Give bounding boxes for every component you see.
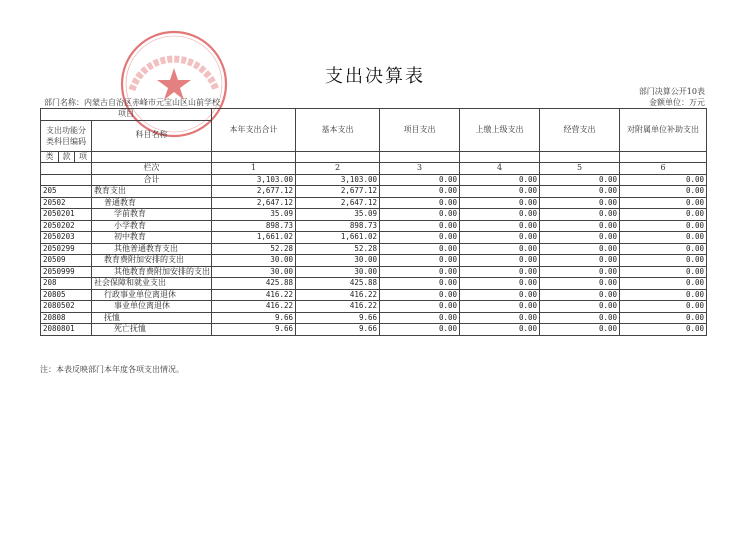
- row-c3: 0.00: [380, 289, 460, 301]
- col4-header-blank: [460, 151, 540, 163]
- row-c4: 0.00: [460, 312, 540, 324]
- row-name: 普通教育: [92, 197, 212, 209]
- row-name: 小学教育: [92, 220, 212, 232]
- lane-5: 5: [540, 163, 620, 175]
- lane-blank: [41, 163, 92, 175]
- row-c6: 0.00: [620, 266, 707, 278]
- row-c1: 2,647.12: [212, 197, 296, 209]
- total-c5: 0.00: [540, 174, 620, 186]
- total-c1: 3,103.00: [212, 174, 296, 186]
- row-name: 社会保障和就业支出: [92, 278, 212, 290]
- table-row: [41, 266, 707, 278]
- row-c1: 30.00: [212, 266, 296, 278]
- xiang-header: 项: [75, 151, 92, 163]
- row-c2: 52.28: [296, 243, 380, 255]
- lane-3: 3: [380, 163, 460, 175]
- department-name: 部门名称：内蒙古自治区赤峰市元宝山区山前学校: [44, 98, 220, 107]
- item-group-header: 项目: [41, 109, 212, 121]
- row-c1: 425.88: [212, 278, 296, 290]
- table-row: [41, 312, 707, 324]
- row-c4: 0.00: [460, 278, 540, 290]
- table-row: [41, 243, 707, 255]
- row-c2: 1,661.02: [296, 232, 380, 244]
- table-row: [41, 209, 707, 221]
- col1-header: 本年支出合计: [212, 109, 296, 152]
- row-code: 20502: [41, 197, 92, 209]
- table-row: [41, 232, 707, 244]
- lane-6: 6: [620, 163, 707, 175]
- row-c2: 30.00: [296, 255, 380, 267]
- row-c5: 0.00: [540, 232, 620, 244]
- table-row: [41, 220, 707, 232]
- form-code: 部门决算公开10表: [638, 87, 705, 96]
- row-c6: 0.00: [620, 289, 707, 301]
- row-c4: 0.00: [460, 209, 540, 221]
- col5-header: 经营支出: [540, 109, 620, 152]
- row-name: 其他普通教育支出: [92, 243, 212, 255]
- total-c6: 0.00: [620, 174, 707, 186]
- row-c5: 0.00: [540, 266, 620, 278]
- lane-1: 1: [212, 163, 296, 175]
- row-c3: 0.00: [380, 220, 460, 232]
- row-c1: 35.09: [212, 209, 296, 221]
- row-c6: 0.00: [620, 220, 707, 232]
- table-row: [41, 324, 707, 336]
- row-c5: 0.00: [540, 243, 620, 255]
- row-c1: 898.73: [212, 220, 296, 232]
- table-row: [41, 186, 707, 198]
- row-name: 教育费附加安排的支出: [92, 255, 212, 267]
- table-row: [41, 278, 707, 290]
- subject-name-header: 科目名称: [92, 120, 212, 151]
- row-c2: 9.66: [296, 324, 380, 336]
- row-c3: 0.00: [380, 255, 460, 267]
- total-label: 合计: [92, 174, 212, 186]
- col6-header-blank: [620, 151, 707, 163]
- row-c6: 0.00: [620, 209, 707, 221]
- col6-header: 对附属单位补助支出: [620, 109, 707, 152]
- lane-4: 4: [460, 163, 540, 175]
- row-c5: 0.00: [540, 255, 620, 267]
- row-c5: 0.00: [540, 220, 620, 232]
- row-code: 20808: [41, 312, 92, 324]
- row-c5: 0.00: [540, 209, 620, 221]
- row-c2: 416.22: [296, 301, 380, 313]
- row-name: 抚恤: [92, 312, 212, 324]
- row-c1: 52.28: [212, 243, 296, 255]
- row-code: 2080801: [41, 324, 92, 336]
- total-row: [41, 174, 707, 186]
- row-c1: 1,661.02: [212, 232, 296, 244]
- row-code: 20805: [41, 289, 92, 301]
- row-code: 2050201: [41, 209, 92, 221]
- row-c2: 416.22: [296, 289, 380, 301]
- row-c4: 0.00: [460, 186, 540, 198]
- row-c6: 0.00: [620, 232, 707, 244]
- row-code: 2050999: [41, 266, 92, 278]
- row-code: 205: [41, 186, 92, 198]
- row-c2: 9.66: [296, 312, 380, 324]
- row-name: 行政事业单位离退休: [92, 289, 212, 301]
- row-c1: 9.66: [212, 312, 296, 324]
- row-c4: 0.00: [460, 220, 540, 232]
- row-c5: 0.00: [540, 278, 620, 290]
- row-c5: 0.00: [540, 301, 620, 313]
- row-c6: 0.00: [620, 278, 707, 290]
- table-row: [41, 255, 707, 267]
- row-c1: 2,677.12: [212, 186, 296, 198]
- row-c3: 0.00: [380, 186, 460, 198]
- row-c3: 0.00: [380, 197, 460, 209]
- col4-header: 上缴上级支出: [460, 109, 540, 152]
- row-c3: 0.00: [380, 243, 460, 255]
- row-c2: 898.73: [296, 220, 380, 232]
- row-code: 2050202: [41, 220, 92, 232]
- row-c6: 0.00: [620, 324, 707, 336]
- total-c3: 0.00: [380, 174, 460, 186]
- row-name: 初中教育: [92, 232, 212, 244]
- row-name: 其他教育费附加安排的支出: [92, 266, 212, 278]
- row-c6: 0.00: [620, 312, 707, 324]
- row-c4: 0.00: [460, 289, 540, 301]
- row-c5: 0.00: [540, 312, 620, 324]
- row-c3: 0.00: [380, 232, 460, 244]
- col2-header-blank: [296, 151, 380, 163]
- row-c3: 0.00: [380, 312, 460, 324]
- row-c5: 0.00: [540, 197, 620, 209]
- col1-header-blank: [212, 151, 296, 163]
- row-c3: 0.00: [380, 266, 460, 278]
- lei-header: 类: [41, 151, 59, 163]
- col3-header-blank: [380, 151, 460, 163]
- row-name: 教育支出: [92, 186, 212, 198]
- lane-2: 2: [296, 163, 380, 175]
- row-c4: 0.00: [460, 324, 540, 336]
- row-c6: 0.00: [620, 301, 707, 313]
- total-c4: 0.00: [460, 174, 540, 186]
- row-c6: 0.00: [620, 243, 707, 255]
- row-c3: 0.00: [380, 278, 460, 290]
- table-row: [41, 301, 707, 313]
- table-body: [41, 174, 707, 335]
- row-c2: 30.00: [296, 266, 380, 278]
- row-name: 学前教育: [92, 209, 212, 221]
- row-c1: 416.22: [212, 301, 296, 313]
- row-c5: 0.00: [540, 324, 620, 336]
- row-c4: 0.00: [460, 266, 540, 278]
- row-c6: 0.00: [620, 255, 707, 267]
- row-c3: 0.00: [380, 301, 460, 313]
- col5-header-blank: [540, 151, 620, 163]
- lane-header: 栏次: [92, 163, 212, 175]
- row-name: 事业单位离退休: [92, 301, 212, 313]
- row-code: 208: [41, 278, 92, 290]
- row-c1: 30.00: [212, 255, 296, 267]
- col3-header: 项目支出: [380, 109, 460, 152]
- row-c4: 0.00: [460, 232, 540, 244]
- table-row: [41, 289, 707, 301]
- row-c3: 0.00: [380, 209, 460, 221]
- table-row: [41, 197, 707, 209]
- amount-unit: 金额单位：万元: [649, 98, 705, 107]
- footnote: 注：本表反映部门本年度各项支出情况。: [40, 365, 184, 374]
- row-c1: 9.66: [212, 324, 296, 336]
- col2-header: 基本支出: [296, 109, 380, 152]
- row-c5: 0.00: [540, 186, 620, 198]
- row-c1: 416.22: [212, 289, 296, 301]
- kuan-header: 款: [59, 151, 75, 163]
- row-code: 2080502: [41, 301, 92, 313]
- total-c2: 3,103.00: [296, 174, 380, 186]
- row-code: 2050203: [41, 232, 92, 244]
- row-c6: 0.00: [620, 186, 707, 198]
- row-c6: 0.00: [620, 197, 707, 209]
- expenditure-table: [40, 108, 707, 336]
- func-class-header: 支出功能分类科目编码: [41, 120, 92, 151]
- row-c3: 0.00: [380, 324, 460, 336]
- row-c2: 35.09: [296, 209, 380, 221]
- row-c4: 0.00: [460, 243, 540, 255]
- row-c4: 0.00: [460, 197, 540, 209]
- row-code: 2050299: [41, 243, 92, 255]
- row-name: 死亡抚恤: [92, 324, 212, 336]
- row-c2: 2,647.12: [296, 197, 380, 209]
- row-c4: 0.00: [460, 301, 540, 313]
- row-c2: 2,677.12: [296, 186, 380, 198]
- row-code: 20509: [41, 255, 92, 267]
- row-c5: 0.00: [540, 289, 620, 301]
- page-title: 支出决算表: [325, 66, 425, 87]
- row-c4: 0.00: [460, 255, 540, 267]
- row-c2: 425.88: [296, 278, 380, 290]
